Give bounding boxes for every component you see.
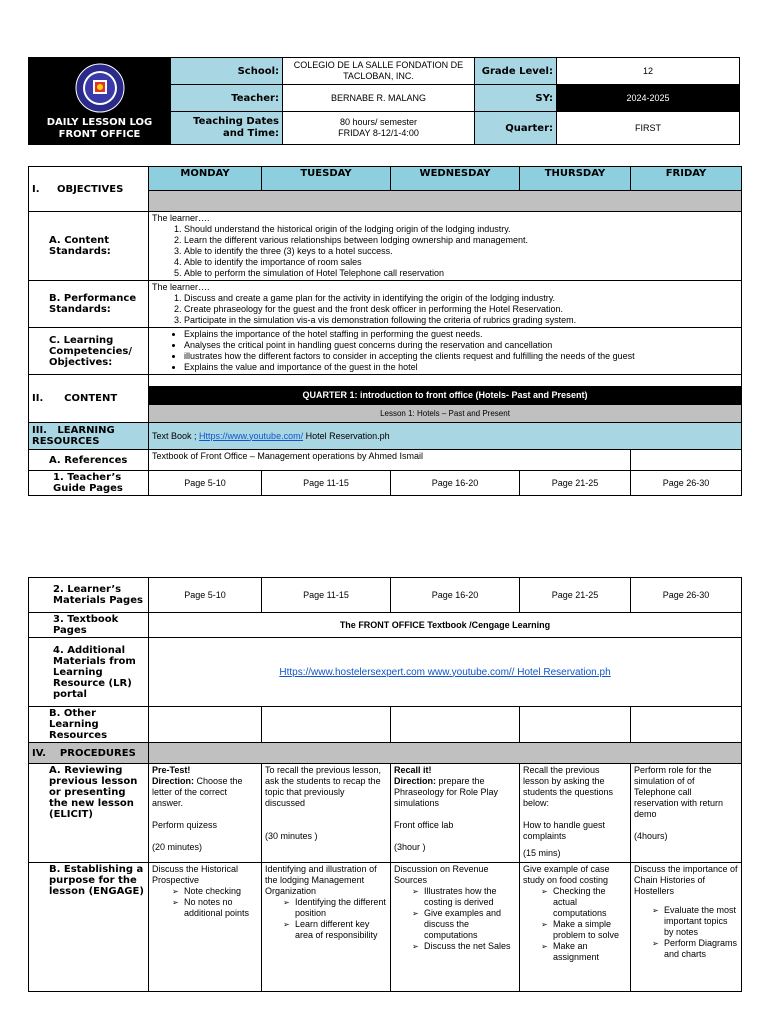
day-friday: FRIDAY (631, 167, 742, 191)
grade-value: 12 (557, 58, 740, 85)
text-book-link[interactable]: Https://www.youtube.com/ (199, 430, 304, 441)
list-item: ➢ Evaluate the most important topics by notes (652, 905, 738, 938)
text-book-cell: Text Book ; Https://www.youtube.com/ Hotel Reservation.ph (149, 423, 742, 450)
list-item: ➢ No notes no additional points (172, 897, 258, 919)
quarter-title: QUARTER 1: introduction to front office (Hotels- Past and Present) (149, 387, 742, 405)
teachers-guide-label: 1. Teacher’s Guide Pages (29, 471, 149, 496)
performance-standards-intro: The learner…. (152, 282, 210, 292)
other-resources-monday (149, 707, 262, 743)
list-item: ➢ Give examples and discuss the computations (412, 908, 516, 941)
content-heading: II. CONTENT (29, 375, 149, 423)
establishing-wednesday: Discussion on Revenue Sources ➢ Illustrates how the costing is derived ➢ Give examples and discuss the computations ➢ Discuss the net Sales (391, 863, 520, 992)
list-item: ➢ Make a simple problem to solve (541, 919, 627, 941)
list-item: ➢ Note checking (172, 886, 258, 897)
school-value: COLEGIO DE LA SALLE FONDATION DE TACLOBAN, INC. (283, 58, 475, 85)
teachers-guide-monday: Page 5-10 (149, 471, 262, 496)
learners-tuesday: Page 11-15 (262, 578, 391, 613)
quarter-label: Quarter: (475, 112, 557, 145)
objectives-heading: I. OBJECTIVES (29, 167, 149, 212)
header-table (28, 57, 740, 145)
procedures-heading: IV. PROCEDURES (29, 743, 149, 764)
textbook-value: The FRONT OFFICE Textbook /Cengage Learning (149, 613, 742, 638)
performance-standards-label: B. Performance Standards: (29, 281, 149, 328)
performance-standards-cell (149, 281, 742, 328)
list-item: • illustrates how the different factors to consider in accepting the clients request and fulfilling the needs of the guest (184, 351, 738, 362)
content-standards-cell (149, 212, 742, 281)
list-item: ➢ Perform Diagrams and charts (652, 938, 738, 960)
logo-subtitle: FRONT OFFICE (58, 129, 141, 140)
list-item: 3. Able to identify the three (3) keys to a hotel success. (184, 246, 738, 257)
day-monday: MONDAY (149, 167, 262, 191)
reviewing-label: A. Reviewing previous lesson or presenting the new lesson (ELICIT) (29, 764, 149, 863)
list-item: 5. Able to perform the simulation of Hotel Telephone call reservation (184, 268, 738, 279)
list-item: 2. Create phraseology for the guest and the front desk officer in performing the Hotel Reservation. (184, 304, 738, 315)
other-resources-thursday (520, 707, 631, 743)
establishing-label: B. Establishing a purpose for the lesson (ENGAGE) (29, 863, 149, 992)
day-thursday: THURSDAY (520, 167, 631, 191)
dates-value (283, 112, 475, 145)
references-label: A. References (29, 450, 149, 471)
dates-value-hours: 80 hours/ semester (339, 117, 418, 127)
dates-value-schedule: FRIDAY 8-12/1-4:00 (338, 128, 419, 138)
additional-materials-label: 4. Additional Materials from Learning Resource (LR) portal (29, 638, 149, 707)
other-resources-label: B. Other Learning Resources (29, 707, 149, 743)
content-blank-row (149, 375, 742, 387)
learners-wednesday: Page 16-20 (391, 578, 520, 613)
content-standards-intro: The learner…. (152, 213, 210, 223)
learners-monday: Page 5-10 (149, 578, 262, 613)
references-empty (631, 450, 742, 471)
list-item: • Explains the importance of the hotel staffing in performing the guest needs. (184, 329, 738, 340)
list-item: ➢ Identifying the different position (283, 897, 387, 919)
reviewing-tuesday: To recall the previous lesson, ask the students to recap the topic that previously discussed (30 minutes ) (262, 764, 391, 863)
teachers-guide-thursday: Page 21-25 (520, 471, 631, 496)
list-item: 1. Should understand the historical origin of the lodging origin of the lodging industry. (184, 224, 738, 235)
list-item: • Explains the value and importance of the guest in the hotel (184, 362, 738, 373)
learners-friday: Page 26-30 (631, 578, 742, 613)
teachers-guide-wednesday: Page 16-20 (391, 471, 520, 496)
list-item: ➢ Discuss the net Sales (412, 941, 516, 952)
dates-label: Teaching Dates and Time: (171, 112, 283, 145)
additional-materials-cell (149, 638, 742, 707)
reviewing-friday: Perform role for the simulation of of Telephone call reservation with return demo (4hours) (631, 764, 742, 863)
textbook-label: 3. Textbook Pages (29, 613, 149, 638)
school-label: School: (171, 58, 283, 85)
sy-value: 2024-2025 (557, 85, 740, 112)
logo-title: DAILY LESSON LOG (46, 117, 153, 128)
list-item: 4. Able to identify the importance of room sales (184, 257, 738, 268)
references-value: Textbook of Front Office – Management operations by Ahmed Ismail (149, 450, 631, 471)
lesson-title: Lesson 1: Hotels – Past and Present (149, 405, 742, 423)
sy-label: SY: (475, 85, 557, 112)
establishing-tuesday: Identifying and illustration of the lodging Management Organization ➢ Identifying the different position ➢ Learn different key area of responsibility (262, 863, 391, 992)
day-tuesday: TUESDAY (262, 167, 391, 191)
teachers-guide-friday: Page 26-30 (631, 471, 742, 496)
content-standards-list (152, 224, 738, 279)
establishing-monday: Discuss the Historical Prospective ➢ Note checking ➢ No notes no additional points (149, 863, 262, 992)
resources-heading: III. LEARNING RESOURCES (29, 423, 149, 450)
list-item: 2. Learn the different various relationships between lodging ownership and management. (184, 235, 738, 246)
grade-label: Grade Level: (475, 58, 557, 85)
establishing-friday: Discuss the importance of Chain Histories of Hostellers ➢ Evaluate the most important topics by notes ➢ Perform Diagrams and charts (631, 863, 742, 992)
quarter-value: FIRST (557, 112, 740, 145)
content-standards-label: A. Content Standards: (29, 212, 149, 281)
reviewing-monday: Pre-Test! Direction: Choose the letter of the correct answer. Perform quizess (20 minutes) (149, 764, 262, 863)
learners-label: 2. Learner’s Materials Pages (29, 578, 149, 613)
other-resources-tuesday (262, 707, 391, 743)
list-item: ➢ Make an assignment (541, 941, 627, 963)
competencies-list (152, 329, 738, 373)
learners-thursday: Page 21-25 (520, 578, 631, 613)
establishing-thursday: Give example of case study on food costing ➢ Checking the actual computations ➢ Make a simple problem to solve ➢ Make an assignment (520, 863, 631, 992)
list-item: ➢ Checking the actual computations (541, 886, 627, 919)
reviewing-wednesday: Recall it! Direction: prepare the Phraseology for Role Play simulations Front office lab (3hour ) (391, 764, 520, 863)
teacher-value: BERNABE R. MALANG (283, 85, 475, 112)
other-resources-friday (631, 707, 742, 743)
deped-logo-cell (29, 58, 171, 145)
competencies-label: C. Learning Competencies/ Objectives: (29, 328, 149, 375)
reviewing-thursday: Recall the previous lesson by asking the students the questions below: How to handle guest complaints (15 mins) (520, 764, 631, 863)
performance-standards-list (152, 293, 738, 326)
other-resources-wednesday (391, 707, 520, 743)
deped-seal-icon (75, 63, 125, 113)
competencies-cell (149, 328, 742, 375)
lesson-table-part-2 (28, 577, 742, 992)
teacher-label: Teacher: (171, 85, 283, 112)
procedures-grey-band (149, 743, 742, 764)
lesson-table-part-1 (28, 166, 742, 496)
day-wednesday: WEDNESDAY (391, 167, 520, 191)
objectives-grey-band (149, 190, 742, 211)
list-item: ➢ Illustrates how the costing is derived (412, 886, 516, 908)
list-item: ➢ Learn different key area of responsibility (283, 919, 387, 941)
additional-materials-link[interactable]: Https://www.hostelersexpert.com www.youtube.com// Hotel Reservation.ph (279, 666, 611, 678)
list-item: 3. Participate in the simulation vis-a vis demonstration following the criteria of rubrics grading system. (184, 315, 738, 326)
list-item: 1. Discuss and create a game plan for the activity in identifying the origin of the lodging industry. (184, 293, 738, 304)
teachers-guide-tuesday: Page 11-15 (262, 471, 391, 496)
list-item: • Analyses the critical point in handling guest concerns during the reservation and cancellation (184, 340, 738, 351)
